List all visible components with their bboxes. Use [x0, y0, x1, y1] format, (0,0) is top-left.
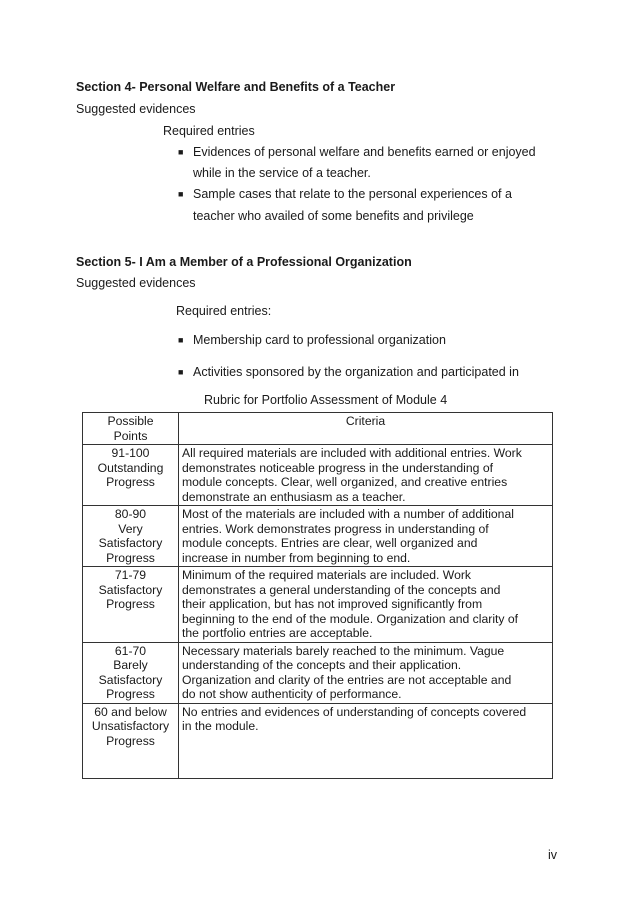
- points-cell: 80-90 Very Satisfactory Progress: [83, 506, 179, 567]
- bullet-icon: ■: [178, 189, 184, 199]
- points-cell: 60 and below Unsatisfactory Progress: [83, 703, 179, 778]
- bullet-icon: ■: [178, 367, 184, 377]
- section-5-bullet-2: Activities sponsored by the organization and participated in: [193, 365, 519, 379]
- criteria-cell: Most of the materials are included with a number of additional entries. Work demonstrates progress in understanding of module concepts. Entries are clear, well organized and increase in number from beginning to end.: [179, 506, 553, 567]
- criteria-cell: All required materials are included with additional entries. Work demonstrates noticeable progress in the understanding of module concepts. Clear, well organized, and creative entries demonstrate an enthusiasm as a teacher.: [179, 445, 553, 506]
- criteria-cell: Minimum of the required materials are included. Work demonstrates a general understanding of the concepts and their application, but has not improved significantly from beginning to the end of the module. Organization and clarity of the portfolio entries are acceptable.: [179, 567, 553, 643]
- bullet-icon: ■: [178, 335, 184, 345]
- section-5-bullet-1: Membership card to professional organization: [193, 333, 446, 347]
- section-4-suggested-evidences: Suggested evidences: [76, 102, 196, 116]
- section-4-title: Section 4- Personal Welfare and Benefits of a Teacher: [76, 80, 396, 94]
- table-header-row: [83, 413, 553, 445]
- points-cell: 91-100 Outstanding Progress: [83, 445, 179, 506]
- criteria-header: Criteria: [179, 413, 553, 445]
- section-4-bullet-1-line-2: while in the service of a teacher.: [193, 166, 371, 180]
- section-4-bullet-2-line-2: teacher who availed of some benefits and privilege: [193, 209, 474, 223]
- section-5-required-entries: Required entries:: [176, 304, 272, 318]
- table-row: [83, 445, 553, 506]
- section-4-required-entries: Required entries: [163, 124, 255, 138]
- points-header: Possible Points: [83, 413, 179, 445]
- bullet-icon: ■: [178, 147, 184, 157]
- points-cell: 61-70 Barely Satisfactory Progress: [83, 642, 179, 703]
- table-row: [83, 642, 553, 703]
- section-4-bullet-1-line-1: Evidences of personal welfare and benefits earned or enjoyed: [193, 145, 536, 159]
- rubric-caption: Rubric for Portfolio Assessment of Module 4: [204, 393, 448, 407]
- table-row: [83, 506, 553, 567]
- table-row: [83, 567, 553, 643]
- section-4-bullet-2-line-1: Sample cases that relate to the personal experiences of a: [193, 187, 512, 201]
- criteria-cell: No entries and evidences of understanding of concepts covered in the module.: [179, 703, 553, 778]
- section-5-suggested-evidences: Suggested evidences: [76, 276, 196, 290]
- section-5-title: Section 5- I Am a Member of a Professional Organization: [76, 255, 412, 269]
- rubric-table: [82, 412, 553, 779]
- page-number: iv: [548, 848, 558, 862]
- points-cell: 71-79 Satisfactory Progress: [83, 567, 179, 643]
- table-row: [83, 703, 553, 778]
- criteria-cell: Necessary materials barely reached to the minimum. Vague understanding of the concepts and their application. Organization and clarity of the entries are not acceptable and do not show authenticity of performance.: [179, 642, 553, 703]
